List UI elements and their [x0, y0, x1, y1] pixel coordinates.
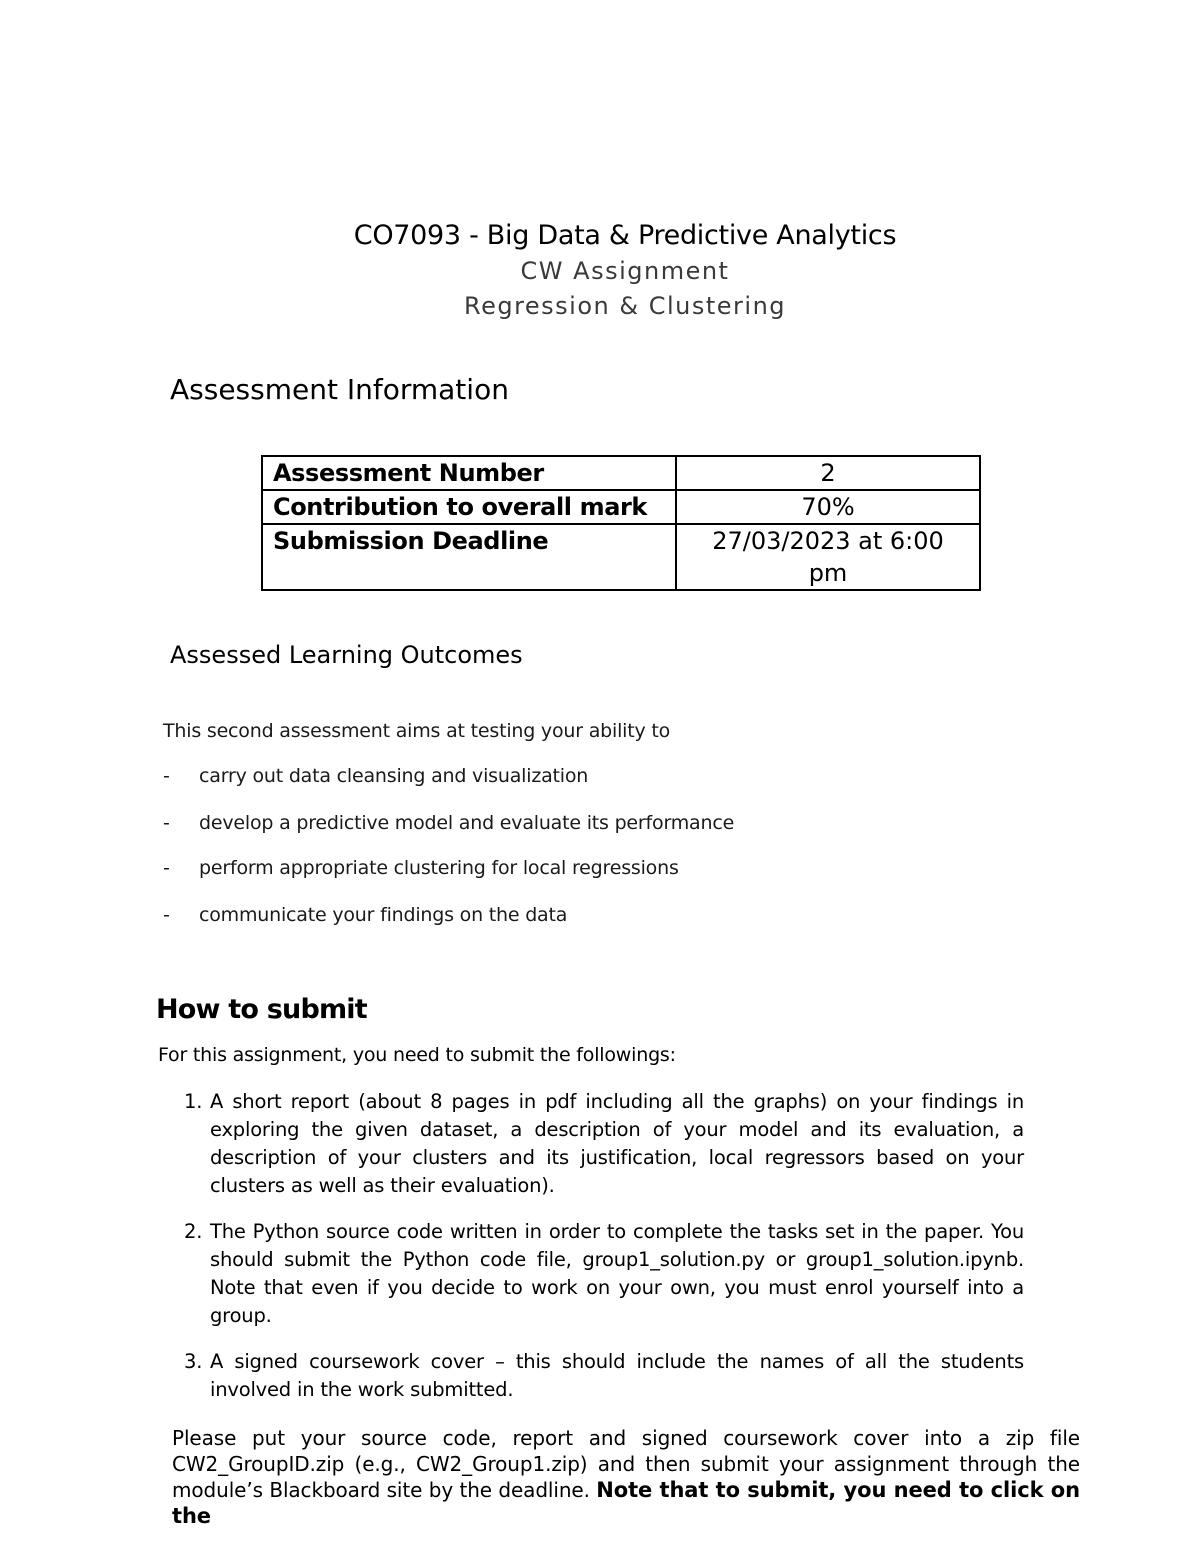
list-item — [163, 857, 679, 879]
outcome-text: develop a predictive model and evaluate its performance — [199, 812, 735, 834]
assessment-information-heading: Assessment Information — [170, 373, 509, 406]
submission-deadline-label: Submission Deadline — [262, 524, 676, 590]
list-number: 2. — [184, 1220, 203, 1243]
assessment-info-table — [261, 455, 981, 591]
document-subtitle-assignment: CW Assignment — [520, 257, 730, 285]
list-item — [163, 765, 588, 787]
outcome-text: perform appropriate clustering for local regressions — [199, 857, 679, 879]
list-item — [184, 1218, 1024, 1330]
document-subtitle-topic: Regression & Clustering — [463, 292, 787, 320]
how-to-submit-intro: For this assignment, you need to submit the followings: — [158, 1044, 676, 1066]
learning-outcomes-heading: Assessed Learning Outcomes — [170, 641, 523, 669]
list-item — [184, 1348, 1024, 1404]
contribution-value: 70% — [676, 490, 980, 524]
bullet-marker: - — [163, 857, 170, 879]
bullet-marker: - — [163, 904, 170, 926]
table-row — [262, 456, 980, 490]
submission-deadline-value: 27/03/2023 at 6:00 pm — [676, 524, 980, 590]
contribution-label: Contribution to overall mark — [262, 490, 676, 524]
list-item — [163, 904, 567, 926]
bullet-marker: - — [163, 812, 170, 834]
table-row — [262, 490, 980, 524]
list-item — [163, 812, 734, 834]
list-text: The Python source code written in order to complete the tasks set in the paper. You should submit the Python code file, group1_solution.py or group1_solution.ipynb. Note that even if you decide to work on your own, you must enrol yourself into a group. — [210, 1220, 1024, 1327]
list-text: A signed coursework cover – this should include the names of all the students involved in the work submitted. — [210, 1350, 1024, 1401]
submission-instructions-text: Please put your source code, report and signed coursework cover into a zip file CW2_GroupID.zip (e.g., CW2_Group1.zip) and then submit your assignment through the module’s Blackboard site by the deadline. — [172, 1426, 1080, 1502]
how-to-submit-heading: How to submit — [156, 994, 367, 1025]
outcome-text: carry out data cleansing and visualization — [199, 765, 589, 787]
list-number: 1. — [184, 1090, 203, 1113]
list-item — [184, 1088, 1024, 1200]
list-number: 3. — [184, 1350, 203, 1373]
submission-instructions-paragraph — [172, 1425, 1080, 1529]
assessment-number-label: Assessment Number — [262, 456, 676, 490]
submission-note-bold: Note that to submit, you need to click on the — [172, 1478, 1080, 1528]
table-row — [262, 524, 980, 590]
learning-outcomes-intro: This second assessment aims at testing your ability to — [163, 720, 671, 742]
bullet-marker: - — [163, 765, 170, 787]
outcome-text: communicate your findings on the data — [199, 904, 568, 926]
assessment-number-value: 2 — [676, 456, 980, 490]
document-title: CO7093 - Big Data & Predictive Analytics — [353, 220, 897, 251]
list-text: A short report (about 8 pages in pdf including all the graphs) on your findings in exploring the given dataset, a description of your model and its evaluation, a description of your clusters and its justification, local regressors based on your clusters as well as their evaluation). — [210, 1090, 1024, 1197]
